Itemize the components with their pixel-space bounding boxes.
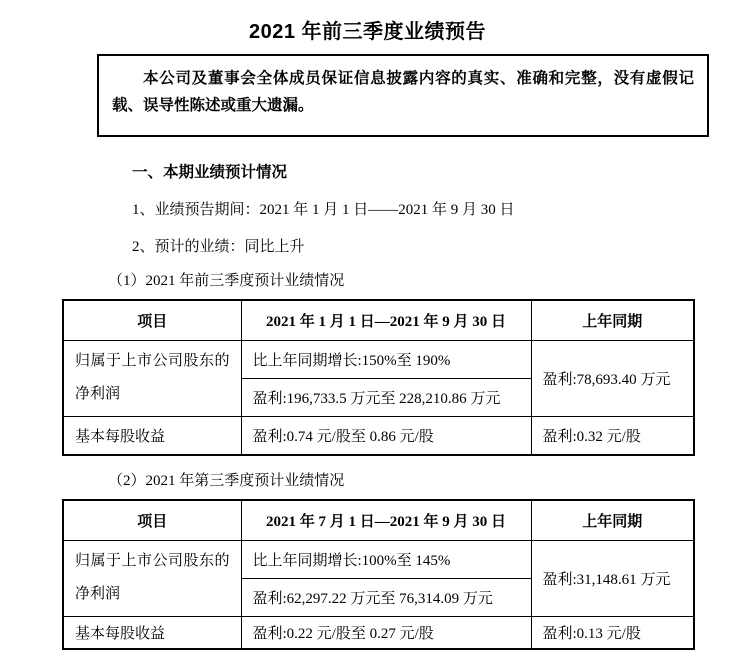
net-profit-range: 盈利:62,297.22 万元至 76,314.09 万元 — [241, 578, 531, 616]
header-prior-period: 上年同期 — [531, 500, 694, 540]
disclaimer-box — [97, 54, 709, 137]
document-page — [0, 15, 735, 650]
net-profit-label: 归属于上市公司股东的净利润 — [63, 340, 241, 416]
document-title: 2021 年前三季度业绩预告 — [248, 21, 487, 43]
net-profit-prior-year: 盈利:31,148.61 万元 — [531, 540, 694, 616]
net-profit-growth-row — [63, 340, 694, 378]
eps-row — [63, 416, 694, 455]
eps-row — [63, 616, 694, 649]
q1-q3-forecast-table — [62, 299, 695, 456]
forecast-period-line: 1、业绩预告期间：2021 年 1 月 1 日——2021 年 9 月 30 日 — [132, 202, 515, 218]
net-profit-yoy-growth: 比上年同期增长:100%至 145% — [241, 540, 531, 578]
eps-prior-year: 盈利:0.13 元/股 — [531, 616, 694, 649]
net-profit-yoy-growth: 比上年同期增长:150%至 190% — [241, 340, 531, 378]
table-header-row — [63, 300, 694, 340]
eps-range: 盈利:0.22 元/股至 0.27 元/股 — [241, 616, 531, 649]
header-period: 2021 年 1 月 1 日—2021 年 9 月 30 日 — [241, 300, 531, 340]
header-item: 项目 — [63, 300, 241, 340]
table1-caption: （1）2021 年前三季度预计业绩情况 — [108, 273, 345, 289]
document-body — [62, 160, 693, 650]
net-profit-label: 归属于上市公司股东的净利润 — [63, 540, 241, 616]
net-profit-growth-row — [63, 540, 694, 578]
header-period: 2021 年 7 月 1 日—2021 年 9 月 30 日 — [241, 500, 531, 540]
eps-label: 基本每股收益 — [63, 616, 241, 649]
section-heading: 一、本期业绩预计情况 — [132, 164, 288, 181]
net-profit-prior-year: 盈利:78,693.40 万元 — [531, 340, 694, 416]
net-profit-range: 盈利:196,733.5 万元至 228,210.86 万元 — [241, 378, 531, 416]
header-item: 项目 — [63, 500, 241, 540]
q3-forecast-table — [62, 499, 695, 650]
eps-label: 基本每股收益 — [63, 416, 241, 455]
table2-caption: （2）2021 年第三季度预计业绩情况 — [108, 473, 345, 489]
eps-range: 盈利:0.74 元/股至 0.86 元/股 — [241, 416, 531, 455]
header-prior-period: 上年同期 — [531, 300, 694, 340]
eps-prior-year: 盈利:0.32 元/股 — [531, 416, 694, 455]
table-header-row — [63, 500, 694, 540]
disclaimer-text: 本公司及董事会全体成员保证信息披露内容的真实、准确和完整，没有虚假记载、误导性陈述或重大遗漏。 — [112, 70, 694, 114]
expected-performance-line: 2、预计的业绩：同比上升 — [132, 239, 305, 255]
